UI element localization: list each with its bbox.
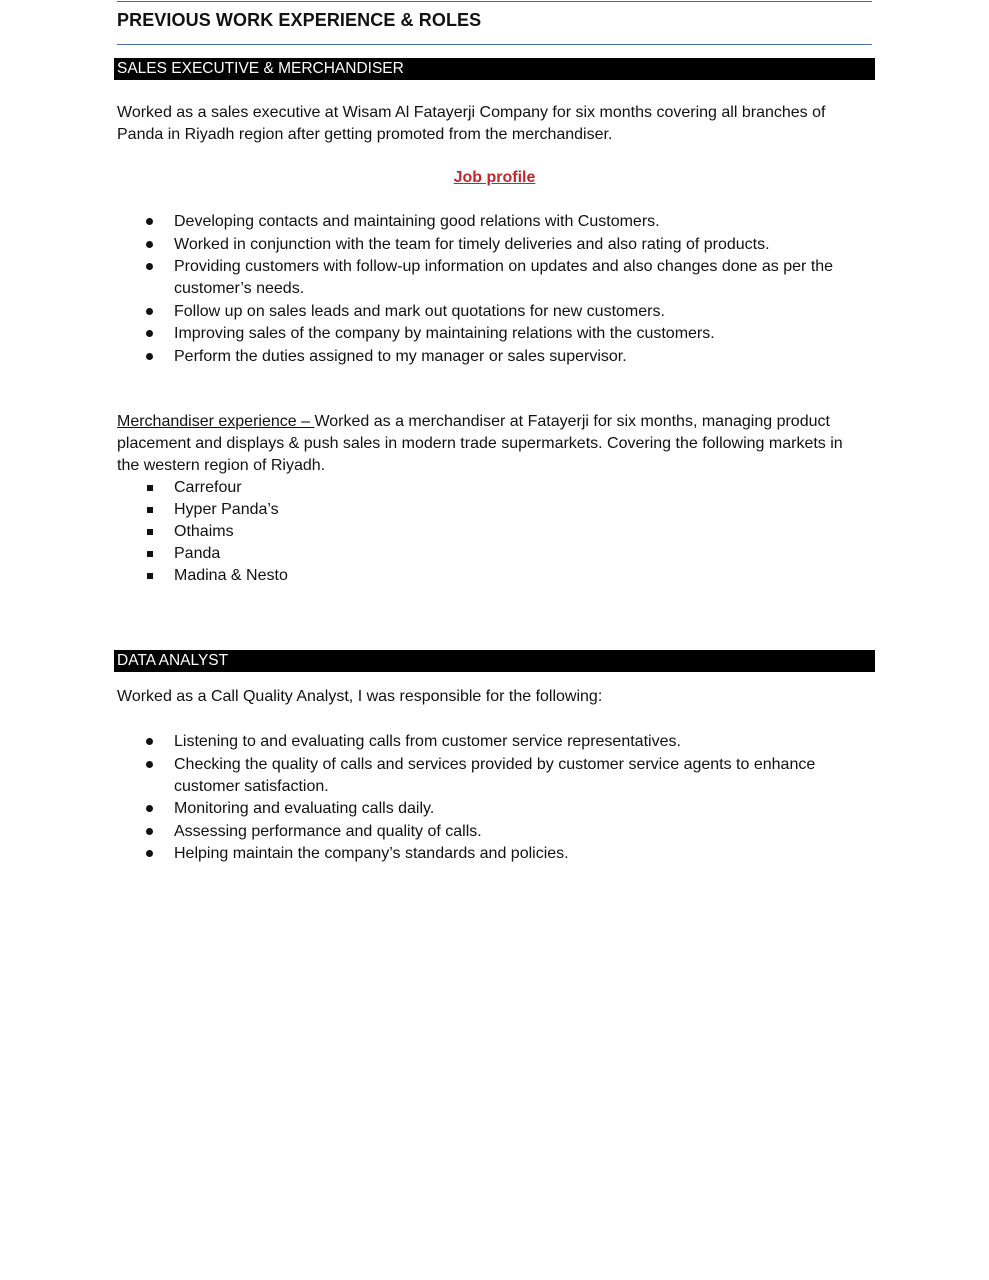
list-item: Hyper Panda’s [117, 499, 857, 521]
title-underline-rule [117, 44, 872, 45]
sales-intro-paragraph: Worked as a sales executive at Wisam Al Fatayerji Company for six months covering all branches of Panda in Riyadh region after getting promoted from the merchandiser. [117, 104, 826, 143]
merchandiser-text: Worked as a merchandiser at Fatayerji for six months, managing product placement and displays & push sales in modern trade supermarkets. Covering the following markets in the western region of Riyadh. [117, 413, 843, 474]
list-item: Helping maintain the company’s standards and policies. [117, 843, 857, 865]
merchandiser-paragraph [117, 411, 862, 477]
data-analyst-intro-paragraph: Worked as a Call Quality Analyst, I was responsible for the following: [117, 688, 603, 705]
list-item: Follow up on sales leads and mark out quotations for new customers. [117, 301, 857, 323]
page-title: PREVIOUS WORK EXPERIENCE & ROLES [117, 10, 482, 30]
list-item: Developing contacts and maintaining good relations with Customers. [117, 211, 857, 233]
merchandiser-label: Merchandiser experience – [117, 413, 315, 430]
data-analyst-duties-list [117, 731, 857, 866]
list-item: Improving sales of the company by maintaining relations with the customers. [117, 323, 857, 345]
list-item: Checking the quality of calls and services provided by customer service agents to enhance customer satisfaction. [117, 754, 857, 798]
section-heading-data-analyst: DATA ANALYST [114, 650, 875, 672]
sales-duties-list [117, 211, 857, 369]
list-item: Panda [117, 543, 857, 565]
list-item: Worked in conjunction with the team for timely deliveries and also rating of products. [117, 234, 857, 256]
list-item: Monitoring and evaluating calls daily. [117, 798, 857, 820]
top-rule [117, 1, 872, 2]
list-item: Madina & Nesto [117, 565, 857, 587]
list-item: Othaims [117, 521, 857, 543]
list-item: Carrefour [117, 477, 857, 499]
list-item: Providing customers with follow-up information on updates and also changes done as per the customer’s needs. [117, 256, 857, 300]
list-item: Listening to and evaluating calls from customer service representatives. [117, 731, 857, 753]
markets-list [117, 477, 857, 587]
job-profile-heading: Job profile [453, 169, 536, 186]
list-item: Perform the duties assigned to my manager or sales supervisor. [117, 346, 857, 368]
section-heading-sales: SALES EXECUTIVE & MERCHANDISER [114, 58, 875, 80]
list-item: Assessing performance and quality of calls. [117, 821, 857, 843]
